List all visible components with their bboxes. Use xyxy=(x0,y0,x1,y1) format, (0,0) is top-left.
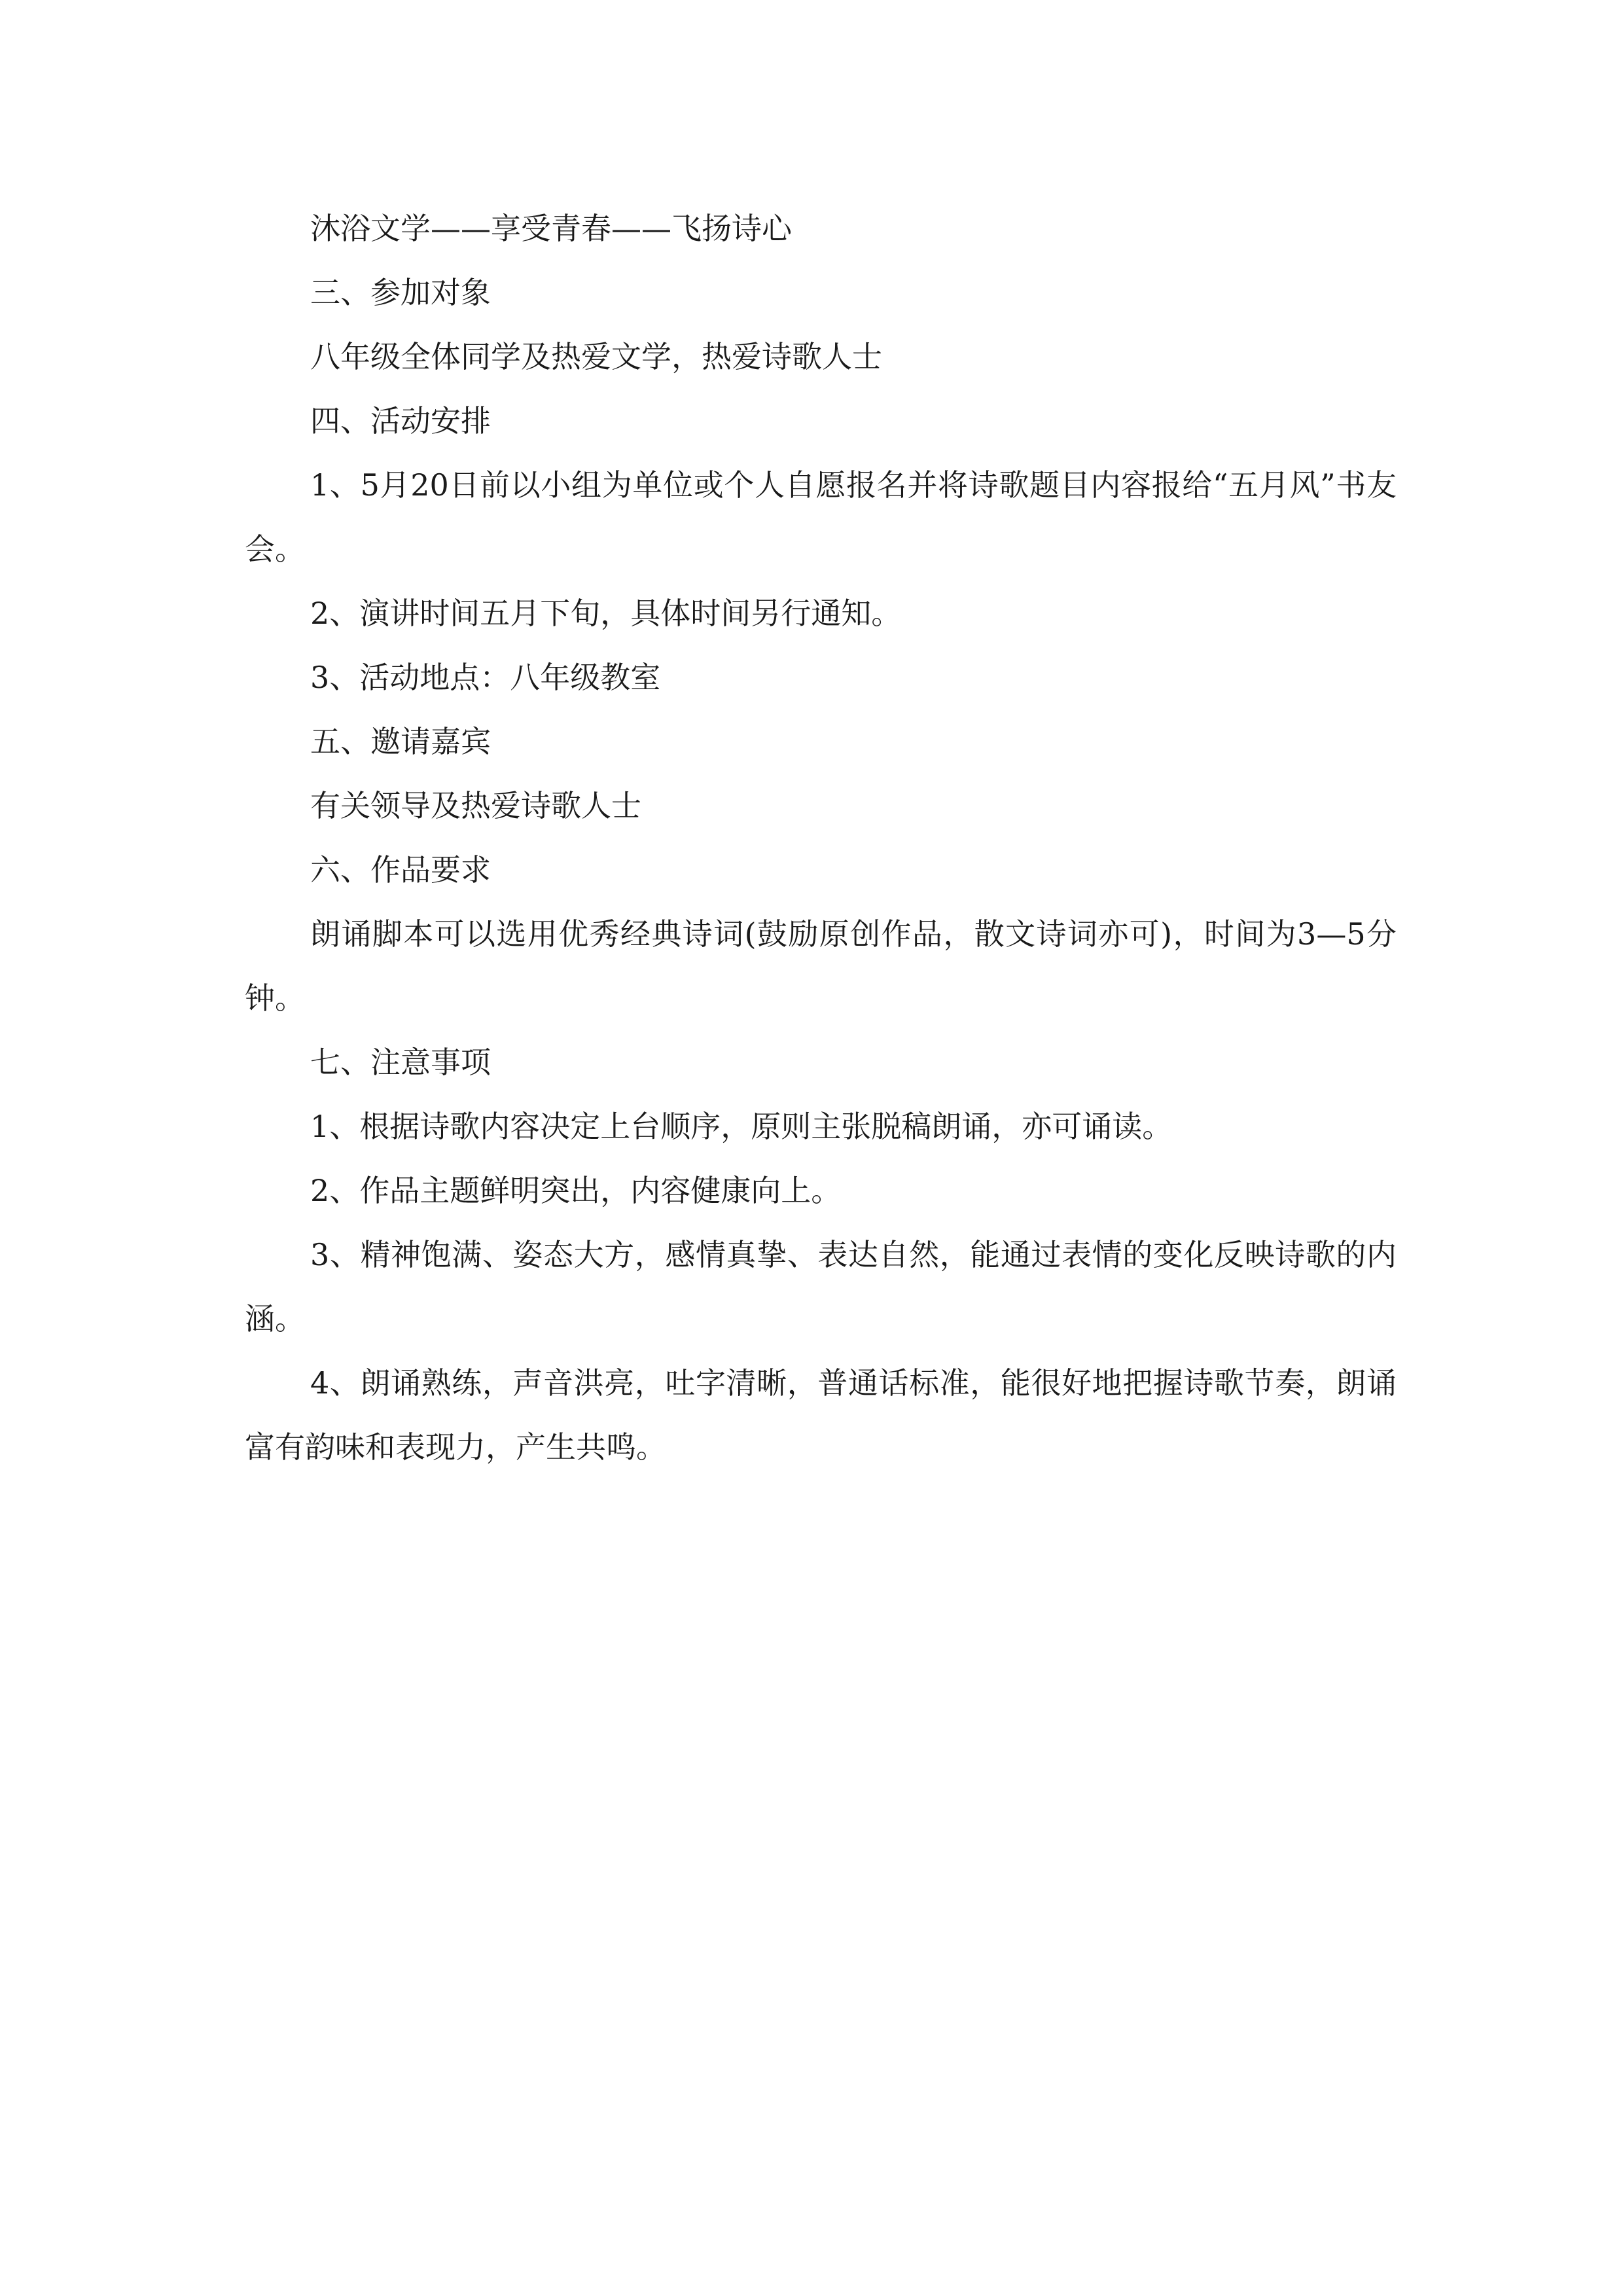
paragraph-notes-4: 4、朗诵熟练，声音洪亮，吐字清晰，普通话标准，能很好地把握诗歌节奏，朗诵富有韵味和表现力，产生共鸣。 xyxy=(245,1365,1397,1465)
heading-participants: 三、参加对象 xyxy=(310,275,491,310)
paragraph-requirements: 朗诵脚本可以选用优秀经典诗词(鼓励原创作品，散文诗词亦可)，时间为3—5分钟。 xyxy=(245,916,1397,1016)
heading-requirements: 六、作品要求 xyxy=(310,852,491,888)
document-body xyxy=(245,196,1397,1479)
paragraph-notes-1: 1、根据诗歌内容决定上台顺序，原则主张脱稿朗诵，亦可诵读。 xyxy=(310,1109,1173,1144)
paragraph-schedule-2: 2、演讲时间五月下旬，具体时间另行通知。 xyxy=(310,596,902,631)
heading-schedule: 四、活动安排 xyxy=(310,403,491,439)
paragraph-participants: 八年级全体同学及热爱文学，热爱诗歌人士 xyxy=(310,339,882,374)
heading-notes: 七、注意事项 xyxy=(310,1045,491,1080)
paragraph-theme: 沐浴文学——享受青春——飞扬诗心 xyxy=(310,211,792,246)
paragraph-guests: 有关领导及热爱诗歌人士 xyxy=(310,788,641,823)
heading-guests: 五、邀请嘉宾 xyxy=(310,724,491,759)
paragraph-notes-3: 3、精神饱满、姿态大方，感情真挚、表达自然，能通过表情的变化反映诗歌的内涵。 xyxy=(245,1237,1397,1336)
paragraph-schedule-1: 1、5月20日前以小组为单位或个人自愿报名并将诗歌题目内容报给“五月风”书友会。 xyxy=(245,467,1397,567)
paragraph-notes-2: 2、作品主题鲜明突出，内容健康向上。 xyxy=(310,1173,842,1208)
paragraph-schedule-3: 3、活动地点：八年级教室 xyxy=(310,660,661,695)
